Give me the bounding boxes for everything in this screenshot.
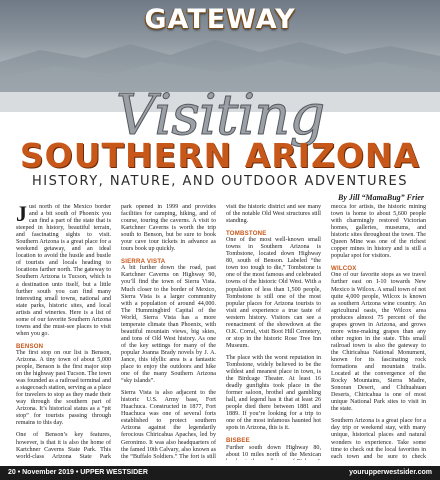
footer-website: yourupperwestsider.com — [349, 469, 432, 476]
article-column-3 — [226, 204, 321, 460]
paragraph: The first stop on our list is Benson, Arizona. A tiny town of about 5,000 people, Benson is the first major stop on the highway past Tucson. The town was founded as a railroad terminal and a stagecoach station, serving as a place for travelers to stop as they made their way through the southern part of Arizona. It’s historical status as a “pit stop” for tourists passing through remains to this day. — [16, 349, 111, 427]
paragraph: park opened in 1999 and provides facilities for camping, hiking, and of course, touring the caverns. A visit to Kartchner Caverns is worth the trip south to Benson, but be sure to book your cave tour tickets in advance as tours book up quickly. — [121, 204, 216, 253]
article-column-2 — [121, 204, 216, 460]
article-column-4 — [331, 204, 426, 460]
paragraph: One of our favorite stops as we travel further east on I-10 towards New Mexico is Wilcox. A small town of not quite 4,000 people, Wilcox is known as southern Arizona wine country. An agricultural oasis, the Wilcox area produces almost 75 percent of the grapes grown in Arizona, and grows more wine-making grapes than any other region in the state. This small railroad town is also the gateway to the Chiricahua National Monument, known for its fascinating rock formations and mountain trails. Located at the convergence of the Rocky Mountains, Sierra Madre, Sonoran Desert, and Chihuahuan Deserts, Chiricahua is one of most unique National Park sites to visit in the state. — [331, 272, 426, 413]
paragraph: Southern Arizona is a great place for a day trip or weekend stay, with many unique, historical places and natural wonders to experience. Take some time to check out the local favorites in each town and be sure to check — [331, 418, 426, 460]
subtitle: HISTORY, NATURE, AND OUTDOOR ADVENTURES — [31, 174, 409, 189]
byline: By Jill “MamaBug” Frier — [337, 193, 424, 202]
section-kicker: GATEWAY — [144, 4, 296, 35]
page-title: SOUTHERN ARIZONA — [19, 136, 421, 175]
article-column-1 — [16, 204, 111, 460]
intro-text: ust north of the Mexico border and a bit south of Phoenix you can find a part of the state that is steeped in history, beautiful terrain, and fascinating sights to visit. Southern Arizona is a great place for a weekend getaway, and an ideal location to avoid the hustle and bustle of tourists and locals heading to locations farther north. The gateway to Southern Arizona is Tucson, which is a destination unto itself, but a little further south you can find many interesting small towns, national and state parks, historic sites, and local artists and wineries. Here is a list of some of our favorite Southern Arizona towns and the must-see places to visit when you go. — [16, 204, 111, 337]
article-body — [16, 204, 426, 460]
heading-tombstone: TOMBSTONE — [226, 230, 267, 238]
paragraph: One of the most well-known small towns in Southern Arizona is Tombstone, located down Highway 80, south of Benson. Labeled “the town too tough to die,” Tombstone is one of the most famous and celebrated towns of the historic Old West. With a population of less than 1,500 people, Tombstone is still one of the most popular places for Arizona tourists to visit and experience a true taste of western history. Visitors can see a reenactment of the showdown at the O.K. Corral, visit Boot Hill Cemetery, or stop in the historic Rose Tree Inn Museum. — [226, 237, 321, 349]
paragraph: A bit further down the road, past Kartchner Caverns on Highway 90, you’ll find the town of Sierra Vista. Much closer to the border of Mexico, Sierra Vista is a larger community with a population of around 44,000. The Hummingbird Capital of the World, Sierra Vista has a more temperate climate than Phoenix, with beautiful mountain views, big skies, and tons of Old West history. As one of the key settings for many of the popular Joanna Brady novels by J. A. Jance, this idyllic area is a fantastic place to enjoy the outdoors and hike one of the many Southern Arizona “sky islands”. — [121, 265, 216, 385]
paragraph: Further south down Highway 80, about 10 miles north of the Mexican — [226, 444, 321, 458]
heading-bisbee: BISBEE — [226, 437, 250, 445]
intro-paragraph — [16, 204, 111, 338]
paragraph: One of Benson’s key features, however, is that it is also the home of Kartchner Caverns State Park. This world-class Arizona State Park — [16, 432, 111, 460]
page-footer — [0, 466, 440, 480]
paragraph: The place with the worst reputation in Tombstone, widely believed to be the wildest and meanest place in town, is the Birdcage Theater. At least 16 deadly gunfights took place in the former saloon, brothel and gambling hall, and legend has it that at least 26 people died there between 1881 and 1889. If you’re looking for a trip to one of the most infamous haunted hot spots in Arizona, this is it. — [226, 354, 321, 432]
paragraph: visit the historic district and see many of the notable Old West structures still standing. — [226, 204, 321, 225]
title-script: Visiting — [115, 83, 325, 148]
heading-wilcox: WILCOX — [331, 265, 357, 273]
paragraph: Sierra Vista is also adjacent to the historic U.S. Army base, Fort Huachuca. Constructed in 1877, Fort Huachuca was one of several forts established to protect southern Arizona against the legendarily ferocious Chiricahua Apaches, led by Geronimo. It was also headquarters of the famed 10th Calvary, also known as the “Buffalo Soldiers.” The fort is still — [121, 390, 216, 460]
paragraph: mecca for artists, the historic mining town is home to about 5,600 people with charmingly restored Victorian homes, galleries, museums, and historic sites throughout the town. The Queen Mine was one of the richest copper mines in history and is still a popular spot for visitors. — [331, 204, 426, 260]
drop-cap: J — [16, 204, 27, 226]
heading-sierra-vista: SIERRA VISTA — [121, 258, 166, 266]
footer-page-info: 20 • November 2019 • UPPER WESTSIDER — [8, 469, 148, 476]
heading-benson: BENSON — [16, 342, 44, 350]
